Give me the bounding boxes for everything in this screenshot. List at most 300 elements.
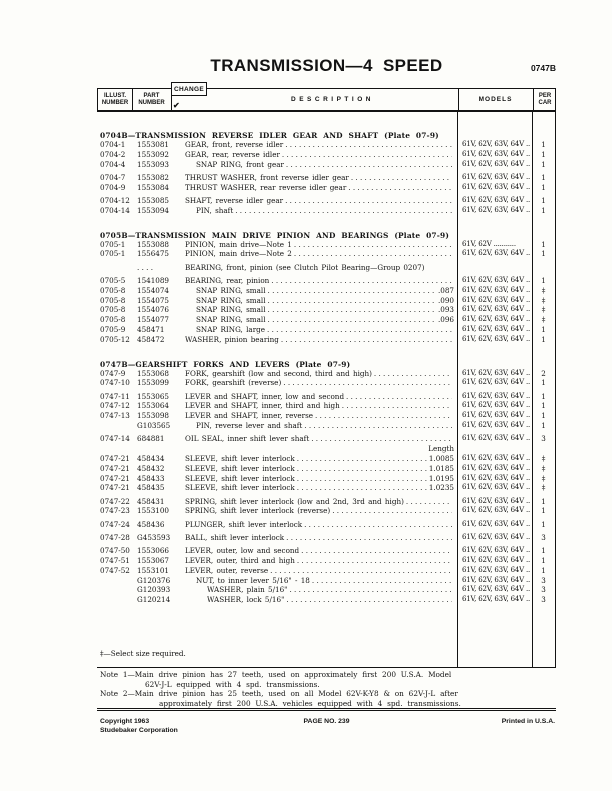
illust-number: 0705-8 (100, 295, 126, 305)
part-number: G103565 (137, 421, 171, 431)
part-number: 1553064 (137, 401, 170, 411)
size-value: .093 (437, 305, 454, 315)
column-header-per-car: PER CAR (538, 92, 552, 106)
column-header-description: DESCRIPTION (291, 96, 374, 103)
description-cell (185, 401, 457, 411)
per-car-cell: 1 (541, 556, 546, 566)
part-number: 1553092 (137, 149, 170, 159)
part-row (97, 520, 556, 530)
models-cell: 61V, 62V, 63V, 64V .. (462, 285, 531, 294)
illust-number: 0747-11 (100, 391, 130, 401)
notes-block (97, 670, 556, 708)
illust-number: 0704-2 (100, 149, 126, 159)
part-row (97, 296, 556, 306)
table-bottom-rule (97, 667, 556, 668)
note-line: Note 1—Main drive pinion has 27 teeth, used on approximately first 200 U.S.A. Model (100, 670, 452, 679)
per-car-cell: 1 (541, 565, 546, 575)
per-car-cell: 1 (541, 546, 546, 556)
part-number: 1554077 (137, 315, 170, 325)
part-row (97, 506, 556, 516)
part-number: 1556475 (137, 249, 170, 259)
illust-number (97, 595, 135, 605)
part-number: 684881 (137, 434, 165, 444)
part-number: 458431 (137, 496, 165, 506)
description-cell (185, 378, 457, 388)
description-text: SNAP RING, small (196, 295, 266, 305)
illust-number: 0747-21 (100, 473, 130, 483)
part-row (97, 325, 556, 335)
illust-number: 0747-10 (100, 378, 130, 388)
per-car-cell: 1 (541, 140, 546, 149)
description-cell (185, 520, 457, 530)
models-cell: 61V, 62V, 63V, 64V .. (462, 334, 531, 343)
description-cell (185, 566, 457, 576)
per-car-cell: 1 (541, 391, 546, 401)
per-car-cell: 2 (541, 368, 546, 378)
models-cell: 61V, 62V, 63V, 64V .. (462, 401, 531, 410)
dot-leader (294, 240, 452, 250)
description-cell (185, 150, 457, 160)
part-row (97, 483, 556, 493)
illust-number: 0704-4 (100, 159, 126, 169)
description-text: SNAP RING, small (196, 305, 266, 315)
part-row (97, 276, 556, 286)
description-cell (185, 506, 457, 516)
part-number: . . . . (137, 262, 153, 272)
change-column-tab: CHANGE (171, 82, 207, 96)
illust-number: 0747-12 (100, 401, 130, 411)
dot-leader (297, 556, 452, 566)
description-cell (185, 315, 457, 325)
illust-number (97, 263, 135, 273)
dot-leader (268, 305, 436, 315)
illust-number: 0705-1 (100, 249, 126, 259)
description-cell (185, 325, 457, 335)
models-cell: 61V, 62V, 63V, 64V .. (462, 275, 531, 284)
part-row (97, 183, 556, 193)
dot-leader (268, 296, 436, 306)
part-number: 1553100 (137, 506, 170, 516)
part-number: 1553085 (137, 195, 170, 205)
part-row (97, 263, 556, 273)
description-cell (185, 369, 457, 379)
description-cell (185, 434, 457, 444)
illust-number: 0747-28 (100, 533, 130, 542)
part-number: 1553066 (137, 546, 170, 556)
description-cell (185, 533, 457, 543)
models-cell: 61V, 62V, 63V, 64V .. (462, 453, 531, 462)
description-text: PIN, reverse lever and shaft (196, 421, 303, 431)
description-cell (185, 556, 457, 566)
description-text: LEVER, outer, low and second (185, 546, 300, 556)
illust-number: 0705-12 (100, 334, 130, 344)
models-cell: 61V, 62V, 63V, 64V .. (462, 378, 531, 387)
per-car-cell: 1 (541, 401, 546, 411)
description-text: FORK, gearshift (low and second, third and high) (185, 368, 372, 378)
per-car-cell: 1 (541, 334, 546, 344)
per-car-cell: 1 (541, 205, 546, 215)
part-number: 1541089 (137, 275, 170, 285)
description-cell (185, 173, 457, 183)
part-row (97, 595, 556, 605)
dot-leader (286, 533, 452, 543)
table-right-edge-rule (555, 112, 556, 667)
part-row (97, 585, 556, 595)
description-cell (185, 497, 457, 507)
description-cell (185, 140, 457, 150)
per-car-cell: 3 (541, 585, 546, 595)
part-number: 1553094 (137, 205, 170, 215)
column-header-models: MODELS (478, 96, 513, 103)
description-cell (185, 196, 457, 206)
description-text: WASHER, lock 5/16" (207, 595, 285, 605)
models-cell: 61V, 62V, 63V, 64V .. (462, 519, 531, 528)
models-cell: 61V, 62V, 63V, 64V .. (462, 533, 531, 541)
dot-leader (286, 160, 452, 170)
illust-number: 0747-24 (100, 519, 130, 529)
section-heading: 0705B—TRANSMISSION MAIN DRIVE PINION AND BEARINGS (Plate 07-9) (100, 230, 450, 240)
description-cell (185, 546, 457, 556)
part-number: 1553084 (137, 182, 170, 192)
description-text: SHAFT, reverse idler gear (185, 195, 284, 205)
part-number: 458434 (137, 453, 165, 463)
dot-leader (304, 421, 452, 431)
dot-leader (342, 401, 452, 411)
models-cell: 61V, 62V, 63V, 64V .. (462, 434, 531, 443)
description-cell (185, 296, 457, 306)
description-cell (185, 286, 457, 296)
models-cell: 61V, 62V, 63V, 64V .. (462, 315, 531, 324)
per-car-cell: ‡ (541, 295, 546, 305)
models-cell: 61V, 62V, 63V, 64V .. (462, 195, 531, 204)
part-number: 1553088 (137, 239, 170, 249)
select-size-footnote: ‡—Select size required. (100, 649, 186, 659)
part-row (97, 411, 556, 421)
description-text: GEAR, rear, reverse idler (185, 149, 280, 159)
printed-in-text: Printed in U.S.A. (501, 718, 555, 725)
part-number: 1553099 (137, 378, 170, 388)
illust-number: 0705-8 (100, 315, 126, 325)
part-number: 1553093 (137, 159, 170, 169)
parts-table-body (97, 112, 556, 667)
part-row (97, 240, 556, 250)
part-row (97, 315, 556, 325)
description-text: SLEEVE, shift lever interlock (185, 453, 295, 463)
per-car-cell: 1 (541, 195, 546, 205)
per-car-cell: 3 (541, 533, 546, 542)
dot-leader (268, 315, 436, 325)
models-cell: 61V, 62V, 63V, 64V .. (462, 324, 531, 333)
models-cell: 61V, 62V ........... (462, 239, 516, 248)
description-cell (185, 263, 457, 273)
part-row (97, 378, 556, 388)
part-number: G120393 (137, 585, 171, 595)
description-text: WASHER, pinion bearing (185, 334, 279, 344)
description-text: LEVER and SHAFT, inner, reverse (185, 411, 314, 421)
dot-leader (285, 196, 452, 206)
description-text: SNAP RING, small (196, 285, 266, 295)
per-car-cell: 1 (541, 239, 546, 249)
part-row (97, 546, 556, 556)
dot-leader (297, 454, 427, 464)
per-car-cell: 1 (541, 496, 546, 506)
dot-leader (315, 411, 452, 421)
description-text: THRUST WASHER, rear reverse idler gear (185, 182, 347, 192)
header-divider (458, 89, 459, 110)
part-number (135, 444, 185, 454)
description-text: SLEEVE, shift lever interlock (185, 473, 295, 483)
per-car-cell: ‡ (541, 463, 546, 473)
part-row (97, 206, 556, 216)
models-cell: 61V, 62V, 63V, 64V .. (462, 159, 531, 168)
description-text: SLEEVE, shift lever interlock (185, 483, 295, 493)
illust-number: 0747-9 (100, 368, 126, 378)
description-text: PINION, main drive—Note 2 (185, 249, 292, 259)
models-cell: 61V, 62V, 63V, 64V .. (462, 172, 531, 181)
description-cell (185, 576, 457, 586)
per-car-cell (532, 444, 555, 454)
description-cell (185, 411, 457, 421)
column-header-part-number: PART NUMBER (138, 92, 165, 106)
per-car-cell (532, 263, 555, 273)
illust-number: 0747-51 (100, 556, 130, 566)
illust-number: 0747-13 (100, 411, 130, 421)
dot-leader (235, 206, 452, 216)
part-row (97, 497, 556, 507)
dot-leader (282, 150, 452, 160)
size-value: 1.0195 (428, 473, 454, 483)
parts-section (97, 228, 556, 345)
dot-leader (289, 585, 452, 595)
description-cell (185, 454, 457, 464)
per-car-cell: 1 (541, 275, 546, 285)
per-car-cell: ‡ (541, 473, 546, 483)
illust-number: 0747-22 (100, 496, 130, 506)
illust-number (97, 585, 135, 595)
illust-number: 0704-7 (100, 172, 126, 182)
models-cell: 61V, 62V, 63V, 64V .. (462, 546, 531, 555)
part-row (97, 392, 556, 402)
models-cell: 61V, 62V, 63V, 64V .. (462, 483, 531, 492)
column-header-illust-number: ILLUST. NUMBER (101, 92, 129, 106)
size-value: 1.0235 (428, 483, 454, 493)
description-text: SNAP RING, small (196, 315, 266, 325)
per-car-cell: 1 (541, 159, 546, 169)
part-row (97, 566, 556, 576)
models-cell: 61V, 62V, 63V, 64V .. (462, 305, 531, 314)
part-number: 458432 (137, 463, 165, 473)
models-cell: 61V, 62V, 63V, 64V .. (462, 368, 531, 377)
part-row (97, 576, 556, 586)
models-cell: 61V, 62V, 63V, 64V .. (462, 249, 531, 258)
per-car-cell: 3 (541, 595, 546, 605)
dot-leader (271, 276, 452, 286)
description-cell (185, 335, 457, 345)
part-number: 458435 (137, 483, 165, 493)
illust-number: 0747-50 (100, 546, 130, 556)
models-cell: 61V, 62V, 63V, 64V .. (462, 140, 531, 148)
illust-number: 0747-21 (100, 463, 130, 473)
illust-number: 0747-52 (100, 565, 130, 575)
part-row (97, 533, 556, 543)
description-cell (185, 483, 457, 493)
per-car-cell: 3 (541, 434, 546, 444)
description-text: Length (428, 444, 454, 454)
models-cell: 61V, 62V, 63V, 64V .. (462, 411, 531, 420)
part-number: G453593 (137, 533, 171, 542)
column-rule-models-percar (532, 112, 533, 667)
part-number: 1553101 (137, 565, 170, 575)
description-cell (185, 444, 457, 454)
part-row (97, 150, 556, 160)
part-row (97, 401, 556, 411)
models-cell: 61V, 62V, 63V, 64V .. (462, 391, 531, 400)
column-sublabel-row (97, 444, 556, 454)
illust-number: 0705-8 (100, 305, 126, 315)
page-footer (97, 716, 556, 738)
part-number: G120214 (137, 595, 171, 605)
description-text: FORK, gearshift (reverse) (185, 378, 282, 388)
models-cell: 61V, 62V, 63V, 64V .. (462, 595, 531, 604)
description-text: WASHER, plain 5/16" (207, 585, 288, 595)
illust-number: 0705-1 (100, 239, 126, 249)
part-number: 1554075 (137, 295, 170, 305)
header-divider (132, 89, 133, 110)
models-cell: 61V, 62V, 63V, 64V .. (462, 496, 531, 505)
part-number: 1553098 (137, 411, 170, 421)
description-text: GEAR, front, reverse idler (185, 140, 284, 149)
dot-leader (374, 369, 452, 379)
part-row (97, 454, 556, 464)
description-cell (185, 276, 457, 286)
note-line: Note 2—Main drive pinion has 25 teeth, used on all Model 62V-K-Y8 & on 62V-J-L after (100, 689, 458, 699)
models-cell: 61V, 62V, 63V, 64V .. (462, 473, 531, 482)
part-row (97, 305, 556, 315)
page-number: PAGE NO. 239 (303, 718, 350, 725)
illust-number: 0704-1 (100, 140, 126, 149)
description-text: NUT, to inner lever 5/16" - 18 (196, 575, 310, 585)
size-value: .090 (437, 295, 454, 305)
part-number: 1554076 (137, 305, 170, 315)
illust-number: 0705-8 (100, 285, 126, 295)
dot-leader (286, 595, 452, 605)
description-text: PINION, main drive—Note 1 (185, 239, 292, 249)
copyright-text: Copyright 1963 Studebaker Corporation (100, 718, 178, 734)
models-cell (457, 444, 532, 454)
section-heading: 0747B—GEARSHIFT FORKS AND LEVERS (Plate 07-9) (100, 359, 351, 369)
part-row (97, 434, 556, 444)
dot-leader (268, 286, 436, 296)
part-number: 1553065 (137, 391, 170, 401)
dot-leader (304, 520, 452, 530)
illust-number: 0747-14 (100, 434, 130, 444)
models-cell: 61V, 62V, 63V, 64V .. (462, 575, 531, 584)
note-line: 62V-J-L equipped with 4 spd. transmissions. (145, 679, 320, 689)
per-car-cell: ‡ (541, 453, 546, 463)
per-car-cell: ‡ (541, 285, 546, 295)
part-number: 458433 (137, 473, 165, 483)
description-text: SNAP RING, front gear (196, 159, 284, 169)
part-row (97, 474, 556, 484)
description-text: PIN, shaft (196, 205, 234, 215)
description-cell (185, 595, 457, 605)
models-cell: 61V, 62V, 63V, 64V .. (462, 149, 531, 158)
description-text: SPRING, shift lever interlock (reverse) (185, 506, 331, 516)
part-row (97, 160, 556, 170)
section-heading: 0704B—TRANSMISSION REVERSE IDLER GEAR AND SHAFT (Plate 07-9) (100, 131, 439, 140)
part-row (97, 369, 556, 379)
size-value: 1.0185 (428, 463, 454, 473)
illust-number: 0747-23 (100, 506, 130, 516)
dot-leader (351, 173, 452, 183)
per-car-cell: 1 (541, 182, 546, 192)
description-text: SNAP RING, large (196, 324, 265, 334)
models-cell: 61V, 62V, 63V, 64V .. (462, 463, 531, 472)
part-row (97, 196, 556, 206)
dot-leader (312, 576, 452, 586)
models-cell: 61V, 62V, 63V, 64V .. (462, 556, 531, 565)
per-car-cell: 1 (541, 149, 546, 159)
description-text: LEVER, outer, reverse (185, 565, 269, 575)
per-car-cell: ‡ (541, 483, 546, 493)
part-row (97, 249, 556, 259)
part-row (97, 335, 556, 345)
illust-number (97, 444, 135, 454)
description-cell (185, 421, 457, 431)
description-cell (185, 585, 457, 595)
models-cell (457, 263, 532, 273)
change-checkmark-icon: ✔ (173, 101, 180, 110)
part-row (97, 140, 556, 150)
dot-leader (311, 434, 452, 444)
part-row (97, 464, 556, 474)
illust-number: 0747-21 (100, 453, 130, 463)
dot-leader (267, 325, 452, 335)
dot-leader (348, 183, 452, 193)
dot-leader (285, 140, 452, 150)
size-value: 1.0085 (428, 453, 454, 463)
description-cell (185, 305, 457, 315)
part-row (97, 286, 556, 296)
part-number: 458436 (137, 519, 165, 529)
per-car-cell: 1 (541, 506, 546, 516)
per-car-cell: ‡ (541, 305, 546, 315)
models-cell: 61V, 62V, 63V, 64V .. (462, 565, 531, 574)
per-car-cell: 3 (541, 575, 546, 585)
dot-leader (332, 506, 452, 516)
size-value: .087 (437, 285, 454, 295)
part-number: 458471 (137, 324, 165, 334)
dot-leader (346, 392, 452, 402)
dot-leader (281, 335, 452, 345)
per-car-cell: 1 (541, 411, 546, 421)
column-rule-description-models (457, 112, 458, 667)
description-cell (185, 392, 457, 402)
dot-leader (283, 378, 452, 388)
part-row (97, 421, 556, 431)
part-number: 1553082 (137, 172, 170, 182)
description-text: BEARING, rear, pinion (185, 275, 270, 285)
dot-leader (294, 249, 452, 259)
description-cell (185, 240, 457, 250)
part-number: 1553081 (137, 140, 170, 149)
part-number: 1553067 (137, 556, 170, 566)
part-number: G120376 (137, 575, 171, 585)
description-cell (185, 474, 457, 484)
group-code: 0747B (530, 63, 556, 73)
size-value: .096 (437, 315, 454, 325)
description-text: PLUNGER, shift lever interlock (185, 519, 303, 529)
